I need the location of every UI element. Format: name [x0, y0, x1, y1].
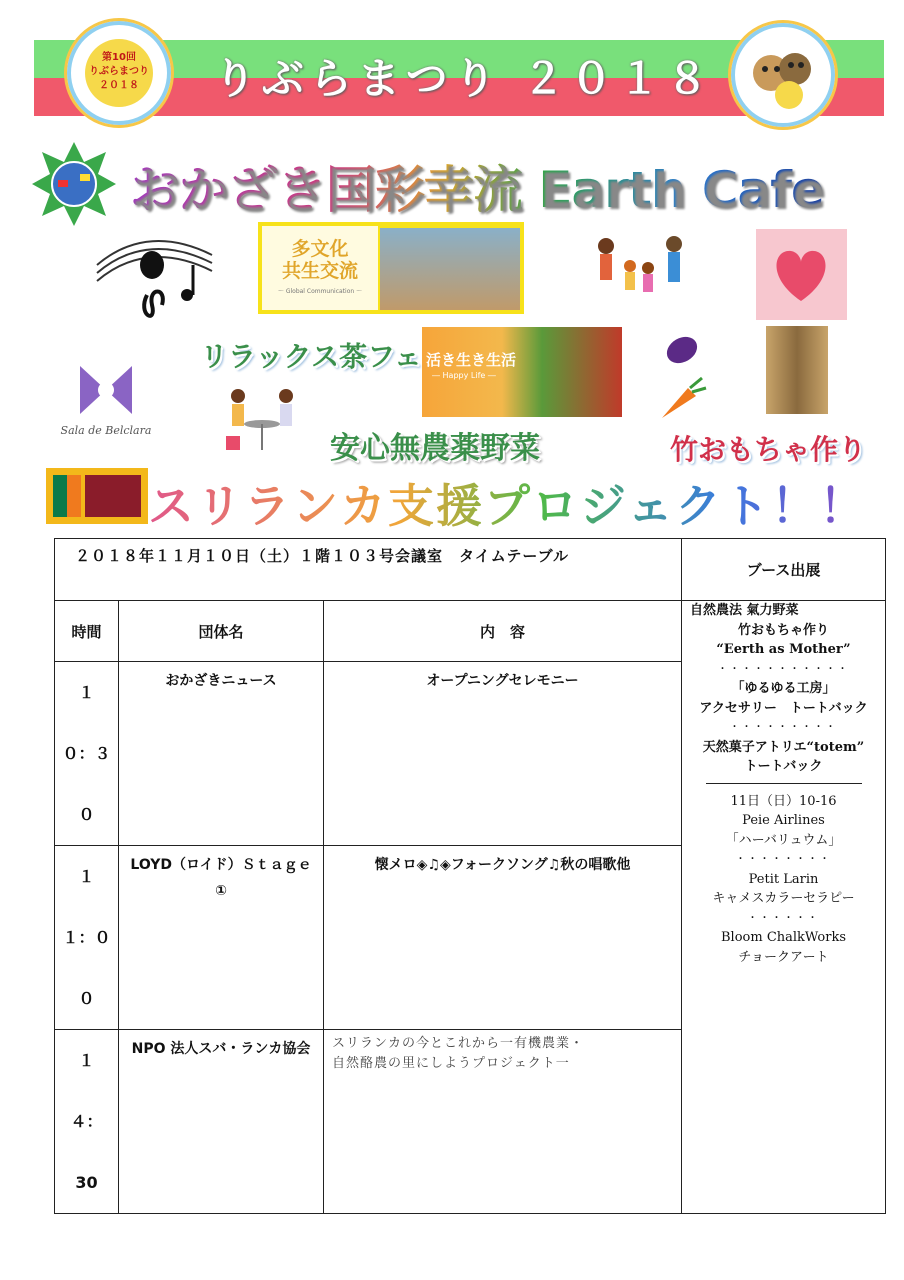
booth-separator: ・・・・・・・・・ — [729, 722, 838, 733]
multicultural-image — [258, 222, 524, 314]
badge-name: りぶらまつり — [89, 66, 149, 77]
cafe-women-icon — [220, 380, 304, 456]
animals-illustration-icon — [731, 23, 835, 127]
happy-life-label: 活き生き生活 — [426, 351, 517, 369]
children-photo — [380, 228, 520, 310]
eggplant-carrot-icon — [652, 330, 708, 425]
time-part: ０ — [78, 805, 95, 824]
header-time: 時間 — [55, 601, 119, 662]
time-part: １ — [78, 683, 95, 702]
row-time — [55, 662, 119, 846]
booth-line: 天然菓子アトリエ“totem” — [702, 739, 865, 755]
row-content: オープニングセレモニー — [324, 662, 682, 846]
heart-icon — [756, 229, 847, 320]
row-time — [55, 1030, 119, 1214]
flag-green-stripe — [53, 475, 67, 517]
sala-label: Sala de Belclara — [60, 424, 152, 437]
booth-line: アクセサリー トートバック — [699, 700, 868, 716]
row-content — [324, 1030, 682, 1214]
multicultural-sub: ～ Global Communication ～ — [277, 288, 363, 295]
booth-divider — [706, 783, 862, 784]
booth-separator: ・・・・・・ — [747, 912, 820, 924]
time-part: １ — [78, 867, 95, 886]
sala-de-belclara-logo — [54, 360, 158, 450]
relax-cafe-caption: リラックス茶フェ — [200, 340, 422, 373]
row-group: LOYD（ロイド）Ｓｔａｇｅ① — [119, 846, 324, 1030]
row-time — [55, 846, 119, 1030]
time-part: ０：３ — [62, 744, 111, 763]
booth-list — [682, 601, 886, 1214]
timetable — [54, 538, 886, 1214]
header-content: 内 容 — [324, 601, 682, 662]
booth-line: 自然農法 氣力野菜 — [690, 603, 799, 618]
bamboo-toy-caption: 竹おもちゃ作り — [670, 433, 867, 466]
row-content: 懐メロ◈♫◈フォークソング♫秋の唱歌他 — [324, 846, 682, 1030]
row-group: NPO 法人スバ・ランカ協会 — [119, 1030, 324, 1214]
booth-line: Petit Larin — [748, 871, 819, 887]
family-illustration-icon — [590, 232, 696, 306]
time-part: １：０ — [62, 928, 111, 947]
booth-line: Bloom ChalkWorks — [721, 930, 846, 945]
booth-line: “Eerth as Mother” — [716, 642, 851, 657]
time-part: １ — [78, 1051, 95, 1070]
music-notes-icon — [92, 225, 217, 333]
multicultural-label-box — [262, 226, 378, 310]
booth-separator: ・・・・・・・・・・・ — [717, 663, 850, 675]
booth-header: ブース出展 — [682, 539, 886, 601]
heart-card-image — [756, 229, 847, 320]
time-part: ４： — [70, 1112, 103, 1131]
booth-line: 11日（日）10-16 — [730, 793, 837, 809]
header-group: 団体名 — [119, 601, 324, 662]
badge-left-text — [85, 39, 153, 107]
multicultural-label: 多文化 共生交流 — [281, 238, 358, 282]
timetable-title: ２０１８年１１月１０日（土）１階１０３号会議室 タイムテーブル — [55, 539, 682, 601]
sri-lanka-flag-icon — [46, 468, 148, 524]
festival-badge-left — [64, 18, 174, 128]
happy-life-sub: ― Happy Life ― — [432, 371, 496, 380]
booth-line: 竹おもちゃ作り — [737, 622, 829, 638]
bamboo-toy-photo — [766, 326, 828, 414]
main-title: おかざき国彩幸流 Earth Cafe — [130, 161, 824, 219]
booth-line: チョークアート — [738, 949, 829, 965]
ribbon-logo-icon — [54, 360, 158, 420]
festival-badge-right — [728, 20, 838, 130]
time-part: ０ — [78, 989, 95, 1008]
srilanka-support-caption: スリランカ支援プロジェクト！！ — [148, 470, 867, 536]
flag-lion-field — [85, 475, 141, 517]
content-line: 自然酪農の里にしようプロジェクト一 — [332, 1056, 570, 1071]
okazaki-globe-logo-icon — [30, 140, 118, 228]
row-group: おかざきニュース — [119, 662, 324, 846]
content-line: スリランカの今とこれから一有機農業・ — [332, 1036, 585, 1051]
booth-line: 「ハーバリュウム」 — [725, 832, 842, 848]
happy-life-image — [422, 327, 622, 417]
banner-title: りぶらまつり ２０１８ — [213, 54, 715, 103]
booth-line: トートバック — [744, 759, 823, 774]
booth-line: Peie Airlines — [742, 813, 825, 828]
time-part: 30 — [75, 1173, 98, 1192]
booth-separator: ・・・・・・・・ — [735, 854, 832, 865]
badge-year: ２０１８ — [99, 80, 139, 91]
booth-line: キャメスカラーセラピー — [712, 891, 855, 906]
badge-edition: 第10回 — [102, 52, 136, 63]
vegetables-caption: 安心無農薬野菜 — [330, 431, 540, 466]
booth-line: 「ゆるゆる工房」 — [731, 681, 836, 696]
flag-orange-stripe — [67, 475, 81, 517]
